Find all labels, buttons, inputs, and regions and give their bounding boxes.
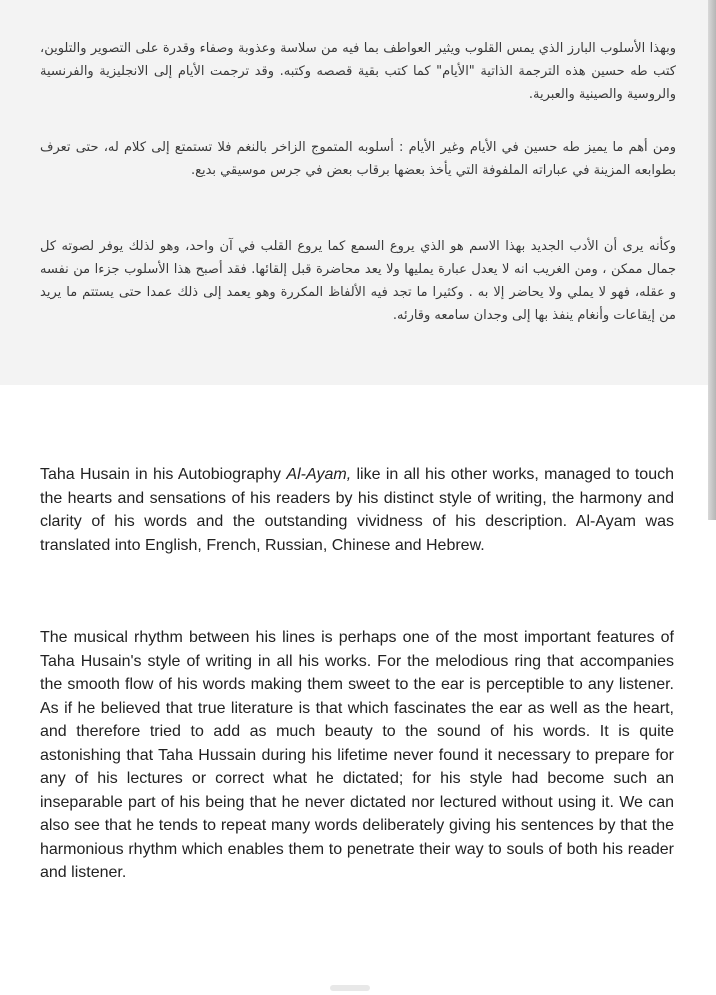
arabic-paragraph-2: ومن أهم ما يميز طه حسين في الأيام وغير الأيام : أسلوبه المتموج الزاخر بالنغم فلا تستمتع إلى كلام له، حتى تعرف بطوابعه المزينة في عباراته الملفوفة التي يأخذ بعضها برقاب بعض في جرس موسيقي بديع. [40, 140, 676, 178]
english-paragraph-1-body: like in all his other works, managed to touch the hearts and sensations of his readers by his distinct style of writing, the harmony and clarity of his words and the outstanding vividness of his description. Al-Ayam was translated into English, French, Russian, Chinese and Hebrew. [40, 466, 674, 554]
arabic-section [0, 0, 716, 385]
arabic-paragraph-3: وكأنه يرى أن الأدب الجديد بهذا الاسم هو الذي يروع السمع كما يروع القلب في آن واحد، وهو لذلك يوفر لصوته كل جمال ممكن ، ومن الغريب انه لا يعدل عبارة يمليها ولا يعد محاضرة قبل إلقائها. فقد أصبح هذا الأسلوب جزءا من نفسه و عقله، فهو لا يملي ولا يحاضر إلا به . وكثيرا ما تجد فيه الألفاظ المكررة وهو يعمد إلى ذلك عمدا حتى يستتم ما يريد من إيقاعات وأنغام ينفذ بها إلى وجدان سامعه وقارئه. [40, 239, 676, 323]
book-title-al-ayam: Al-Ayam, [286, 466, 352, 483]
english-paragraph-1 [40, 463, 674, 557]
english-paragraph-1-lead: Taha Husain in his Autobiography [40, 466, 287, 483]
arabic-paragraph-1: وبهذا الأسلوب البارز الذي يمس القلوب ويثير العواطف بما فيه من سلاسة وعذوبة وصفاء وقدرة على التصوير والتلوين، كتب طه حسين هذه الترجمة الذاتية "الأيام" كما كتب بقية قصصه وكتبه. وقد ترجمت الأيام إلى الانجليزية والفرنسية والروسية والصينية والعبرية. [40, 41, 676, 102]
page-edge-mark [330, 985, 370, 991]
english-paragraph-2: The musical rhythm between his lines is perhaps one of the most important features of Taha Husain's style of writing in all his works. For the melodious ring that accompanies the smooth flow of his words making them sweet to the ear is perceptible to any listener. As if he believed that true literature is that which fascinates the ear as well as the heart, and therefore tried to add as much beauty to the sound of his words. It is quite astonishing that Taha Hussain during his lifetime never found it necessary to prepare for any of his lectures or correct what he dictated; for his style had become such an inseparable part of his being that he never dictated nor lectured without using it. We can also see that he tends to repeat many words deliberately giving his sentences by that the harmonious rhythm which enables them to penetrate their way to souls of both his reader and listener. [40, 629, 674, 881]
